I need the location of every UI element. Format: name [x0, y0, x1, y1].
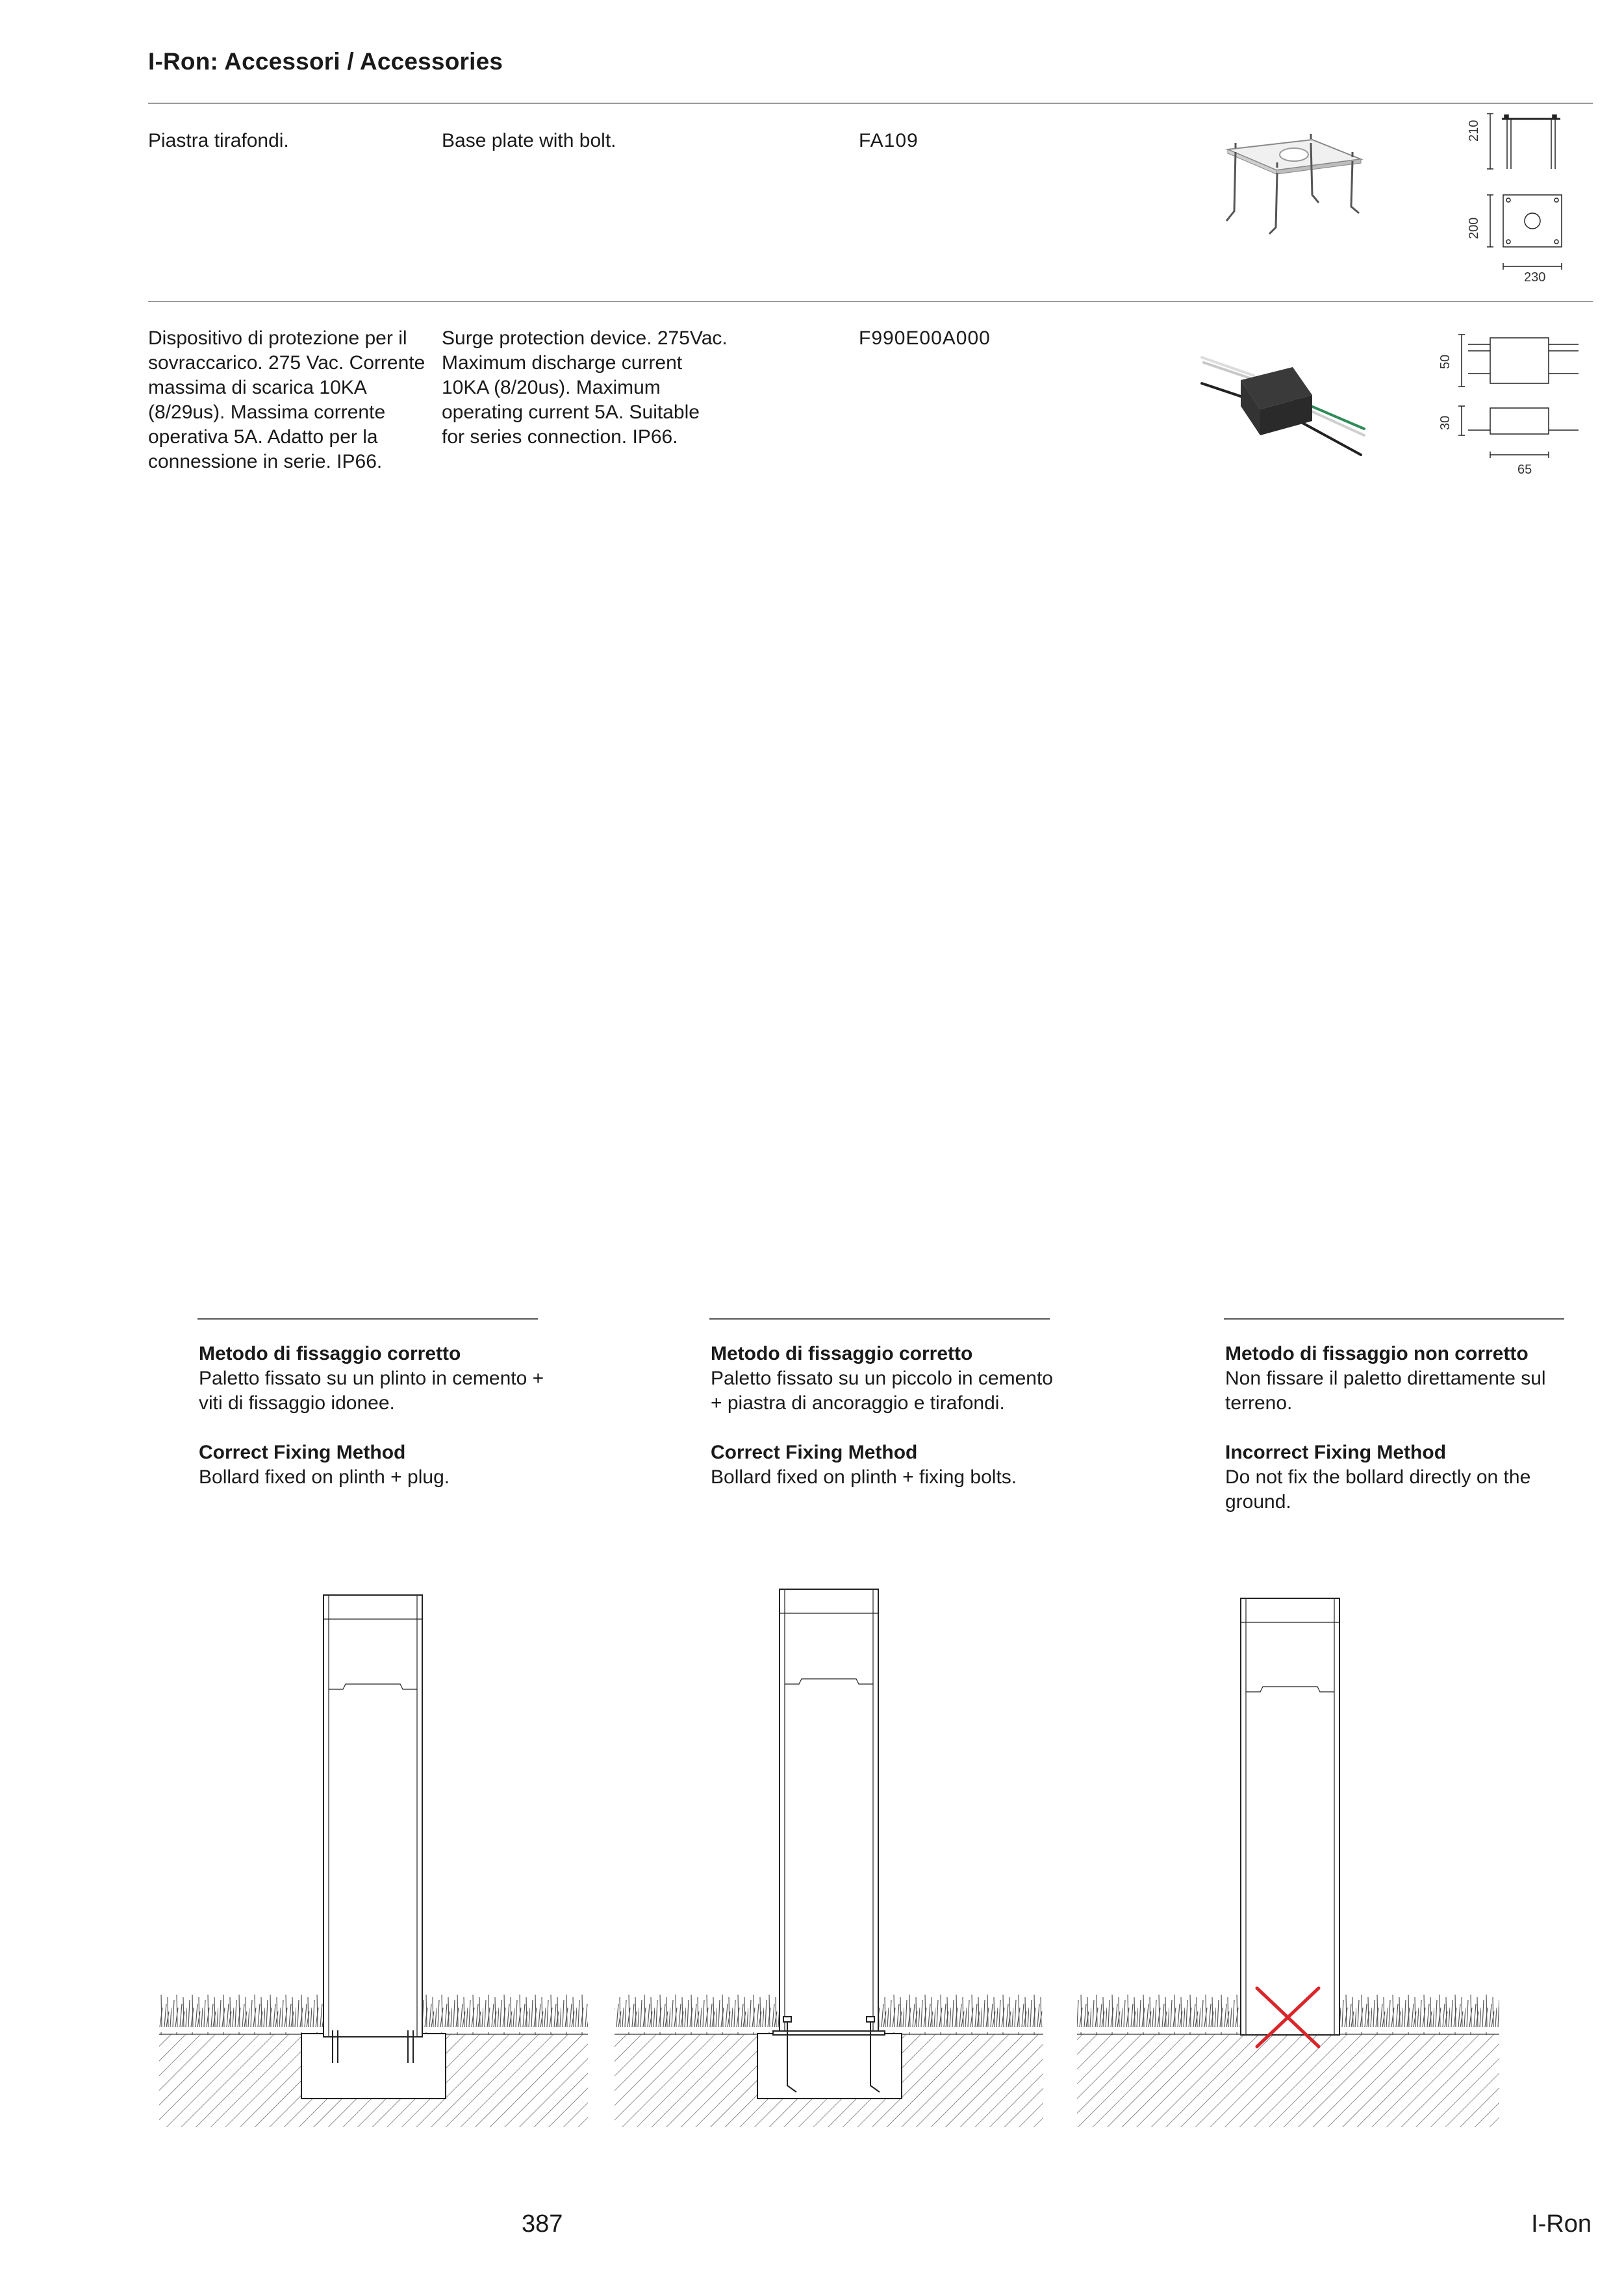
- spd-height-dim: 50: [1438, 354, 1453, 369]
- method-3-en-title: Incorrect Fixing Method: [1225, 1442, 1447, 1463]
- product-1-desc-it: Piastra tirafondi.: [148, 130, 289, 151]
- bollard-2: [773, 1589, 885, 2092]
- plate-height-dim: 210: [1467, 120, 1481, 142]
- page-title: I-Ron: Accessori / Accessories: [148, 48, 503, 75]
- base-plate-image: [1215, 130, 1371, 234]
- method-2-it-title: Metodo di fissaggio corretto: [711, 1343, 973, 1364]
- method-3-en-text: Do not fix the bollard directly on the ground.: [1225, 1466, 1531, 1513]
- plinth-1: [301, 2034, 446, 2099]
- method-1-divider: [197, 1318, 538, 1320]
- product-2-desc-en: Surge protection device. 275Vac. Maximum discharge current 10KA (8/20us). Maximum operating current 5A. Suitable for series connection. IP66.: [442, 327, 728, 448]
- method-1-en-title: Correct Fixing Method: [199, 1442, 406, 1463]
- page-number: 387: [522, 2210, 563, 2238]
- product-2-desc-it: Dispositivo di protezione per il sovraccarico. 275 Vac. Corrente massima di scarica 10KA (8/29us). Massima corrente operativa 5A. Adatto per la connessione in serie. IP66.: [148, 327, 425, 472]
- product-2-code: F990E00A000: [859, 327, 991, 349]
- method-1: [199, 1342, 563, 1490]
- method-2-en-text: Bollard fixed on plinth + fixing bolts.: [711, 1466, 1017, 1488]
- row-divider: [148, 301, 1593, 302]
- surge-protector-drawing: [1436, 325, 1592, 474]
- footer-collection: I-Ron: [1531, 2210, 1592, 2238]
- method-2-divider: [709, 1318, 1050, 1320]
- product-1-desc-en: Base plate with bolt.: [442, 130, 616, 151]
- plate-depth-dim: 200: [1467, 217, 1481, 239]
- spd-width-dim: 65: [1517, 463, 1532, 477]
- method-1-it-text: Paletto fissato su un plinto in cemento + viti di fissaggio idonee.: [199, 1368, 544, 1414]
- method-2-it-text: Paletto fissato su un piccolo in cemento + piastra di ancoraggio e tirafondi.: [711, 1368, 1053, 1414]
- product-1-code: FA109: [859, 130, 919, 151]
- method-2-en-title: Correct Fixing Method: [711, 1442, 918, 1463]
- spd-depth-dim: 30: [1438, 415, 1453, 430]
- method-2: [711, 1342, 1061, 1490]
- method-1-en-text: Bollard fixed on plinth + plug.: [199, 1466, 450, 1488]
- method-3: [1225, 1342, 1589, 1514]
- bollard-1: [324, 1595, 422, 2063]
- plate-width-dim: 230: [1524, 270, 1546, 285]
- installation-illustrations: [0, 1559, 1624, 2144]
- header-divider: [148, 103, 1593, 104]
- ground-3: [1077, 2034, 1499, 2127]
- surge-protector-image: [1199, 344, 1367, 461]
- plinth-2: [757, 2034, 902, 2099]
- method-3-divider: [1224, 1318, 1564, 1320]
- method-3-it-title: Metodo di fissaggio non corretto: [1225, 1343, 1529, 1364]
- bollard-3: [1241, 1598, 1339, 2035]
- method-3-it-text: Non fissare il paletto direttamente sul terreno.: [1225, 1368, 1546, 1414]
- method-1-it-title: Metodo di fissaggio corretto: [199, 1343, 461, 1364]
